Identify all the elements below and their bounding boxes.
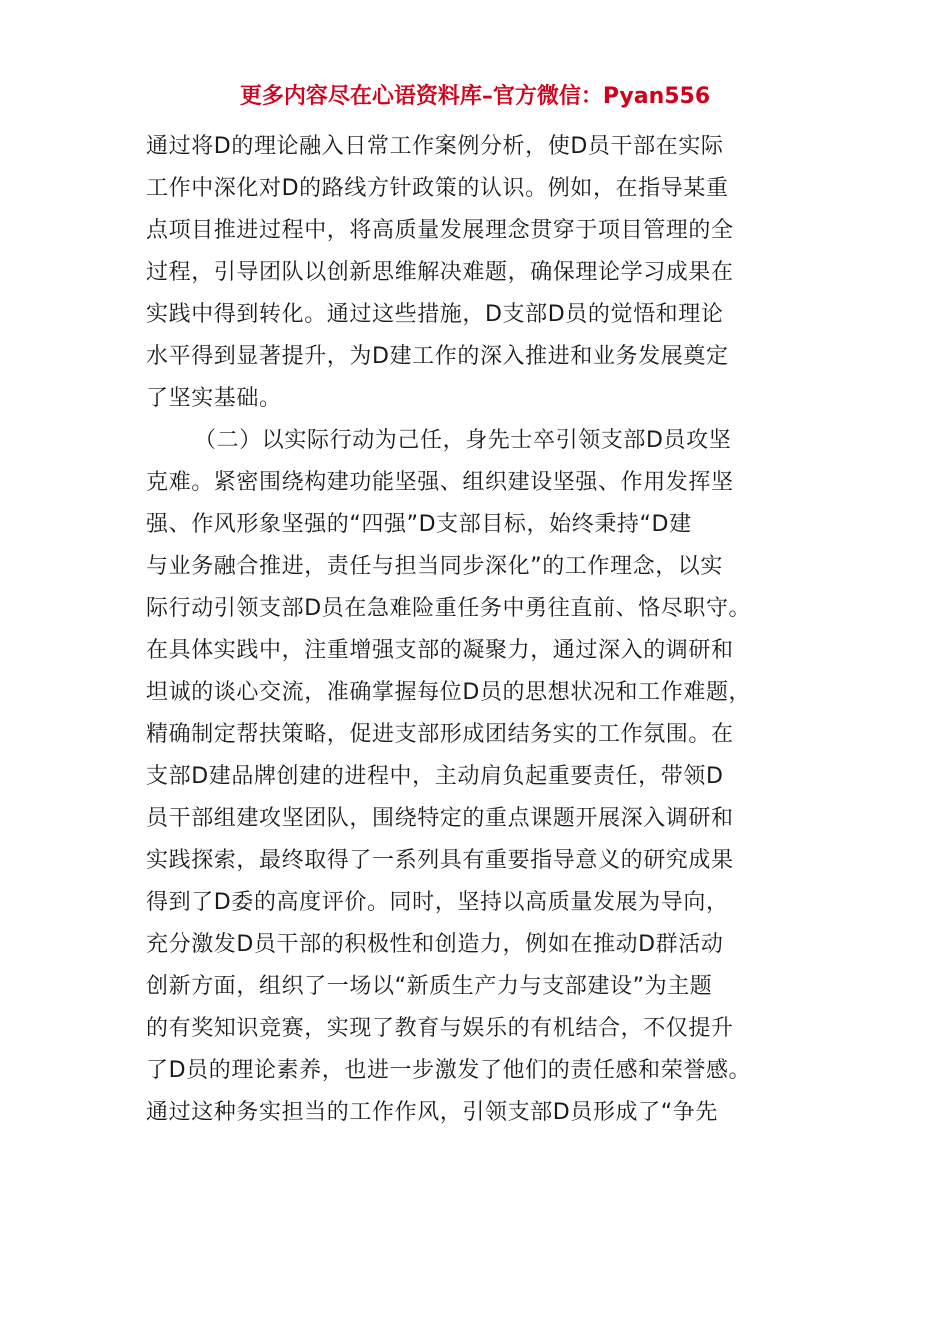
text-line: 通过这种务实担当的工作作风，引领支部D员形成了“争先 xyxy=(146,1100,718,1125)
text-line: 与业务融合推进，责任与担当同步深化”的工作理念，以实 xyxy=(146,554,723,579)
text-line: 过程，引导团队以创新思维解决难题，确保理论学习成果在 xyxy=(146,260,734,285)
text-line: 了D员的理论素养，也进一步激发了他们的责任感和荣誉感。 xyxy=(146,1058,752,1083)
header-banner: 更多内容尽在心语资料库–官方微信：Pyan556 xyxy=(239,84,711,109)
text-line: 际行动引领支部D员在急难险重任务中勇往直前、恪尽职守。 xyxy=(146,596,752,621)
text-line: 得到了D委的高度评价。同时，坚持以高质量发展为导向， xyxy=(146,890,729,915)
text-line: 实践探索，最终取得了一系列具有重要指导意义的研究成果 xyxy=(146,848,734,873)
text-line: 充分激发D员干部的积极性和创造力，例如在推动D群活动 xyxy=(146,932,724,957)
text-line: 坦诚的谈心交流，准确掌握每位D员的思想状况和工作难题， xyxy=(146,680,752,705)
text-line: 在具体实践中，注重增强支部的凝聚力，通过深入的调研和 xyxy=(146,638,734,663)
text-line: 员干部组建攻坚团队，围绕特定的重点课题开展深入调研和 xyxy=(146,806,734,831)
text-line: 精确制定帮扶策略，促进支部形成团结务实的工作氛围。在 xyxy=(146,722,734,747)
section-heading-line: （二）以实际行动为己任，身先士卒引领支部D员攻坚 xyxy=(194,428,732,453)
text-line: 通过将D的理论融入日常工作案例分析，使D员干部在实际 xyxy=(146,134,724,159)
text-line: 克难。紧密围绕构建功能坚强、组织建设坚强、作用发挥坚 xyxy=(146,470,734,495)
text-line: 强、作风形象坚强的“四强”D支部目标，始终秉持“D建 xyxy=(146,512,692,537)
text-line: 支部D建品牌创建的进程中，主动肩负起重要责任，带领D xyxy=(146,764,724,789)
text-line: 了坚实基础。 xyxy=(146,386,282,411)
text-line: 的有奖知识竞赛，实现了教育与娱乐的有机结合，不仅提升 xyxy=(146,1016,734,1041)
text-line: 水平得到显著提升，为D建工作的深入推进和业务发展奠定 xyxy=(146,344,729,369)
document-body xyxy=(146,126,814,1134)
text-line: 实践中得到转化。通过这些措施，D支部D员的觉悟和理论 xyxy=(146,302,724,327)
text-line: 创新方面，组织了一场以“新质生产力与支部建设”为主题 xyxy=(146,974,713,999)
text-line: 点项目推进过程中，将高质量发展理念贯穿于项目管理的全 xyxy=(146,218,734,243)
text-line: 工作中深化对D的路线方针政策的认识。例如，在指导某重 xyxy=(146,176,729,201)
